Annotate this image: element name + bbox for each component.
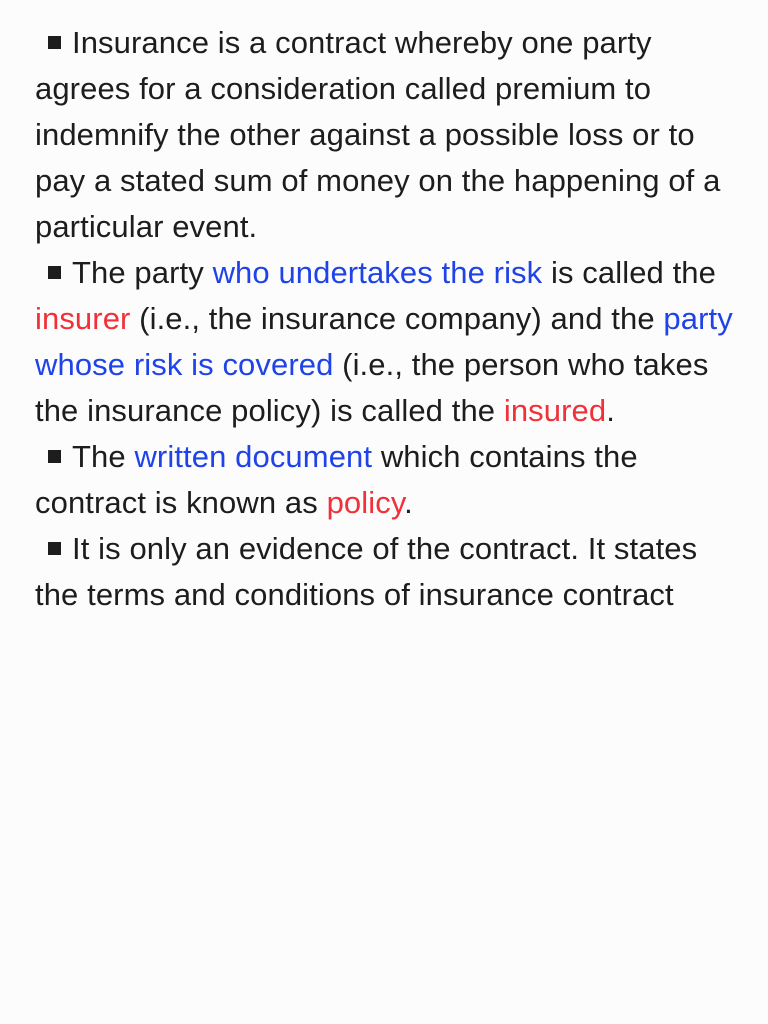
black-square-icon	[48, 36, 61, 49]
highlight-party-whose-risk-covered: party whose risk is covered	[35, 301, 733, 382]
point-parties-text: (i.e., the person who takes the insurance policy) is called the	[35, 347, 709, 428]
point-parties-text: (i.e., the insurance company) and the	[130, 301, 664, 336]
point-policy-text: The	[72, 439, 135, 474]
point-parties-text: is called the	[542, 255, 716, 290]
point-policy-text: which contains the contract is known as	[35, 439, 638, 520]
point-evidence-text: It is only an evidence of the contract. It states the terms and conditions of insurance contract	[35, 531, 698, 612]
point-evidence	[35, 526, 734, 618]
point-policy-text: .	[404, 485, 413, 520]
black-square-icon	[48, 450, 61, 463]
point-parties	[35, 250, 734, 434]
black-square-icon	[48, 542, 61, 555]
point-definition	[35, 20, 734, 250]
point-policy	[35, 434, 734, 526]
point-parties-text: .	[606, 393, 615, 428]
black-square-icon	[48, 266, 61, 279]
highlight-who-undertakes-risk: who undertakes the risk	[212, 255, 543, 290]
highlight-insured: insured	[503, 393, 607, 428]
highlight-policy: policy	[326, 485, 405, 520]
point-definition-text: Insurance is a contract whereby one party agrees for a consideration called premium to indemnify the other against a possible loss or to pay a stated sum of money on the happening of a particular event.	[35, 25, 721, 244]
point-parties-text: The party	[72, 255, 213, 290]
highlight-insurer: insurer	[35, 301, 131, 336]
highlight-written-document: written document	[134, 439, 373, 474]
